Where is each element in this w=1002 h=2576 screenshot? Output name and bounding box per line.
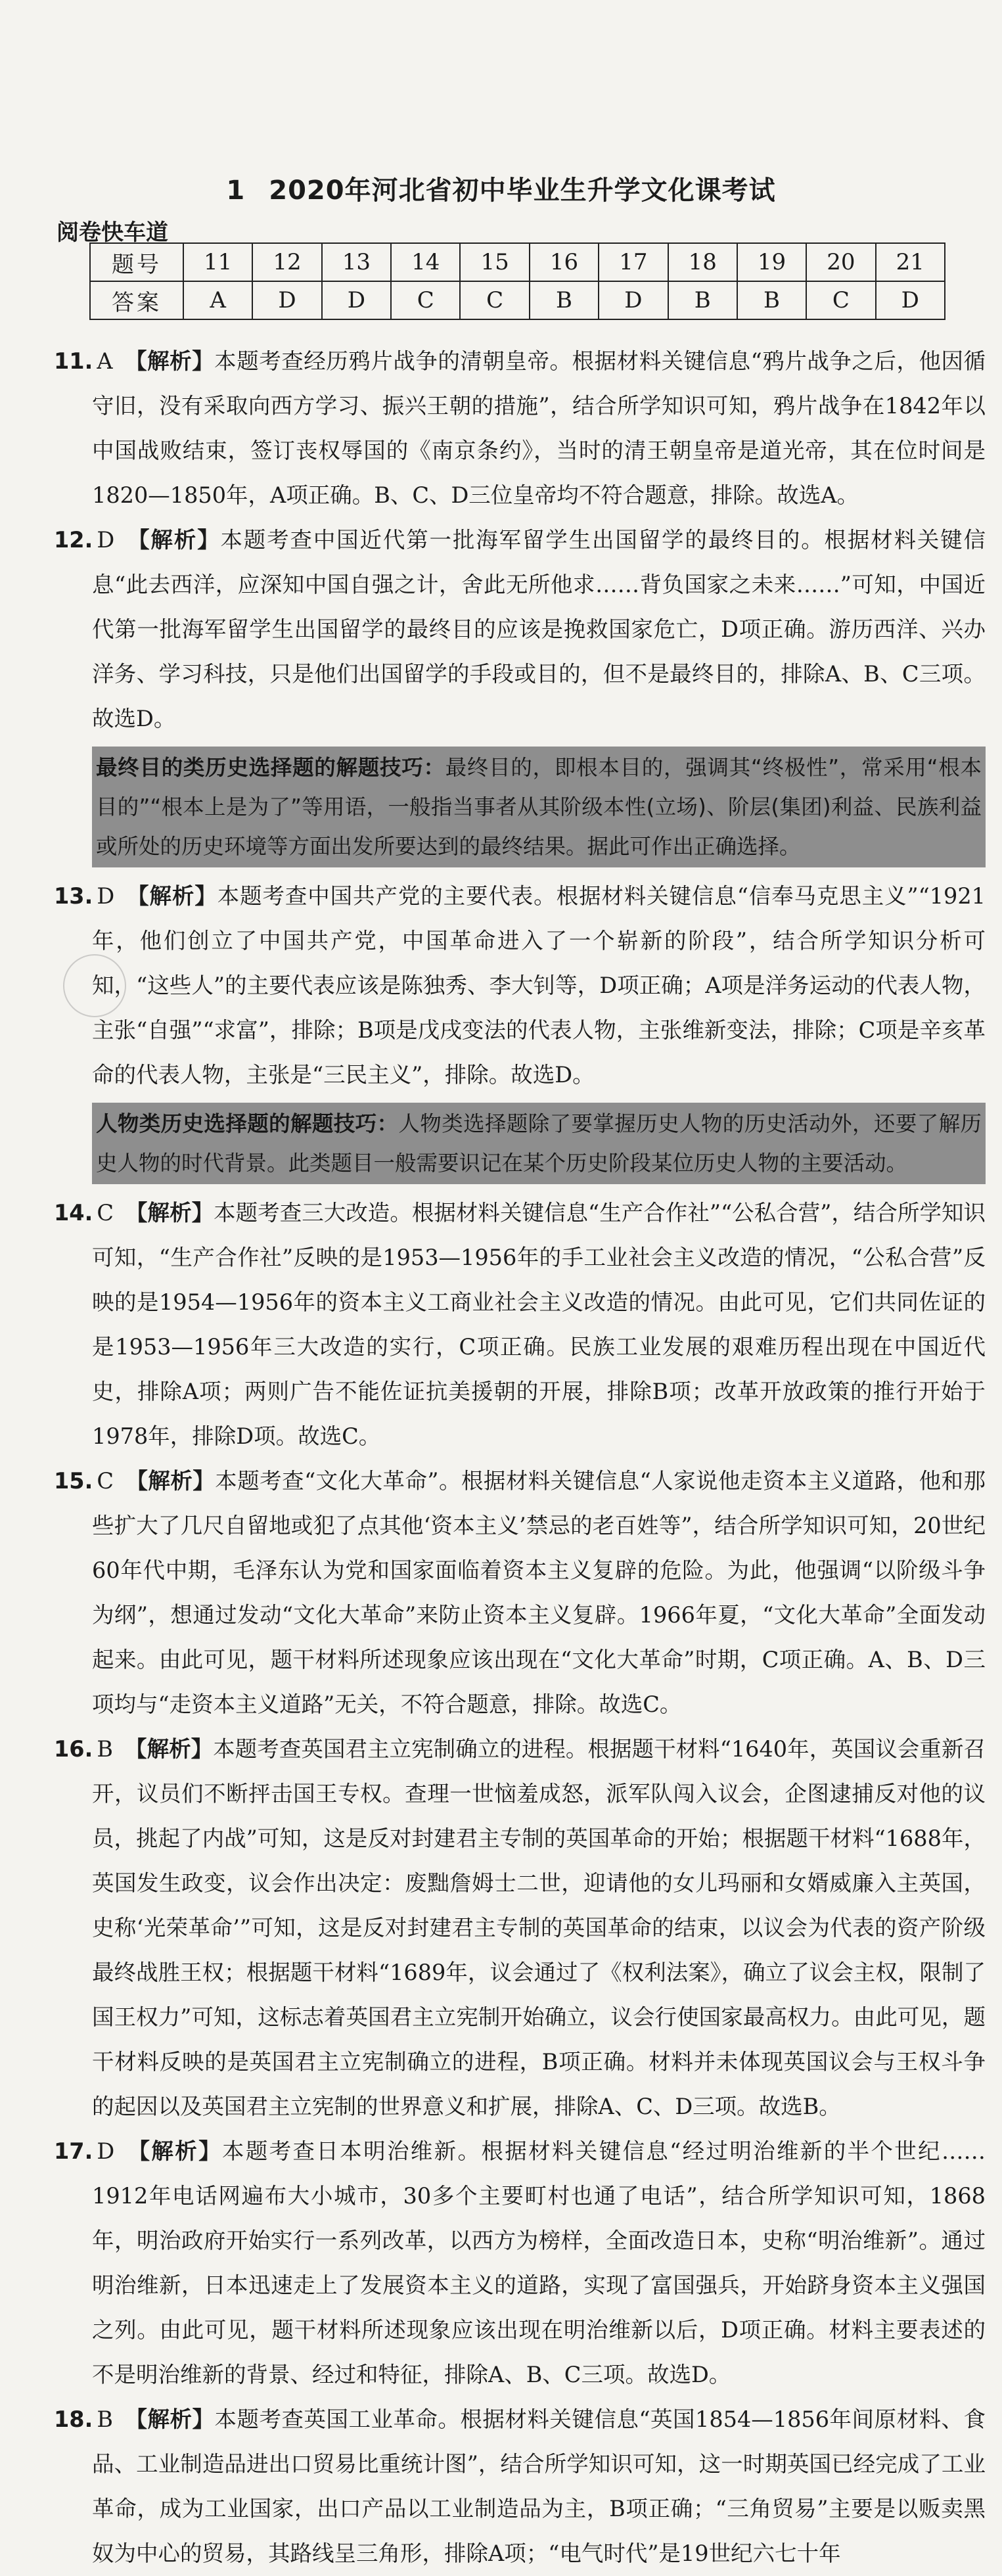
answer-cell: C <box>806 281 875 319</box>
title-number: 1 <box>226 175 246 206</box>
answer-cell: C <box>391 281 460 319</box>
question-number: 15. <box>54 1468 93 1494</box>
explanation-text: 本题考查英国工业革命。根据材料关键信息“英国1854—1856年间原材料、食品、工业制造品进出口贸易比重统计图”，结合所学知识可知，这一时期英国已经完成了工业革命，成为工业国家，出口产品以工业制造品为主，B项正确；“三角贸易”主要是以贩卖黑奴为中心的贸易，其路线呈三角形，排除A项；“电气时代”是19世纪六七十年 <box>92 2406 986 2566</box>
question-number: 17. <box>54 2138 93 2164</box>
answer-cell: D <box>876 281 945 319</box>
answer-letter: B <box>97 1736 113 1762</box>
answer-cell: D <box>252 281 321 319</box>
analysis-tag: 【解析】 <box>124 2406 215 2432</box>
explanation-14 <box>54 1191 986 1459</box>
question-number-cell: 19 <box>737 243 806 281</box>
question-number: 18. <box>54 2406 93 2432</box>
answer-letter: A <box>97 348 113 374</box>
tip-box-historical-figures <box>92 1103 986 1184</box>
answer-cell: B <box>737 281 806 319</box>
explanation-16 <box>54 1727 986 2129</box>
question-number-cell: 11 <box>183 243 252 281</box>
answer-cell: B <box>530 281 599 319</box>
explanation-11 <box>54 339 986 518</box>
page-title <box>0 170 1002 207</box>
explanations <box>54 339 986 2576</box>
row-label-question: 题号 <box>90 243 183 281</box>
question-number-cell: 14 <box>391 243 460 281</box>
answer-cell: D <box>599 281 668 319</box>
answer-table <box>89 242 945 320</box>
answer-row <box>90 281 945 319</box>
question-number-cell: 16 <box>530 243 599 281</box>
explanation-text: 本题考查中国共产党的主要代表。根据材料关键信息“信奉马克思主义”“1921年，他们创立了中国共产党，中国革命进入了一个崭新的阶段”，结合所学知识分析可知，“这些人”的主要代表应该是陈独秀、李大钊等，D项正确；A项是洋务运动的代表人物，主张“自强”“求富”，排除；B项是戊戌变法的代表人物，主张维新变法，排除；C项是辛亥革命的代表人物，主张是“三民主义”，排除。故选D。 <box>92 883 986 1088</box>
answer-letter: B <box>97 2406 113 2432</box>
explanation-13 <box>54 874 986 1097</box>
analysis-tag: 【解析】 <box>125 1468 216 1494</box>
question-number-cell: 12 <box>252 243 321 281</box>
answer-letter: D <box>97 527 115 553</box>
title-text: 2020年河北省初中毕业生升学文化课考试 <box>269 175 776 206</box>
explanation-15 <box>54 1459 986 1727</box>
answer-letter: D <box>97 2138 115 2164</box>
analysis-tag: 【解析】 <box>124 348 215 374</box>
question-number-cell: 17 <box>599 243 668 281</box>
question-number: 12. <box>54 527 93 553</box>
section-label: 阅卷快车道 <box>57 219 168 246</box>
question-number-cell: 15 <box>460 243 529 281</box>
explanation-text: 本题考查中国近代第一批海军留学生出国留学的最终目的。根据材料关键信息“此去西洋，应深知中国自强之计，舍此无所他求……背负国家之未来……”可知，中国近代第一批海军留学生出国留学的最终目的应该是挽救国家危亡，D项正确。游历西洋、兴办洋务、学习科技，只是他们出国留学的手段或目的，但不是最终目的，排除A、B、C三项。故选D。 <box>92 527 986 731</box>
answer-cell: A <box>183 281 252 319</box>
explanation-18 <box>54 2397 986 2576</box>
analysis-tag: 【解析】 <box>124 1736 214 1762</box>
explanation-12 <box>54 518 986 741</box>
question-number-cell: 20 <box>806 243 875 281</box>
answer-cell: B <box>668 281 737 319</box>
tip-box-ultimate-purpose <box>92 747 986 867</box>
question-number: 11. <box>54 348 93 374</box>
answer-cell: D <box>322 281 391 319</box>
tip-title: 最终目的类历史选择题的解题技巧： <box>96 755 445 780</box>
tip-text: 最终目的，即根本目的，强调其“终极性”，常采用“根本目的”“根本上是为了”等用语，一般指当事者从其阶级本性(立场)、阶层(集团)利益、民族利益或所处的历史环境等方面出发所要达到的最终结果。据此可作出正确选择。 <box>96 755 982 859</box>
analysis-tag: 【解析】 <box>126 883 217 909</box>
explanation-text: 本题考查日本明治维新。根据材料关键信息“经过明治维新的半个世纪……1912年电话网遍布大小城市，30多个主要町村也通了电话”，结合所学知识可知，1868年，明治政府开始实行一系列改革，以西方为榜样，全面改造日本，史称“明治维新”。通过明治维新，日本迅速走上了发展资本主义的道路，实现了富国强兵，开始跻身资本主义强国之列。由此可见，题干材料所述现象应该出现在明治维新以后，D项正确。材料主要表述的不是明治维新的背景、经过和特征，排除A、B、C三项。故选D。 <box>92 2138 986 2387</box>
question-number-row <box>90 243 945 281</box>
analysis-tag: 【解析】 <box>125 1200 214 1226</box>
analysis-tag: 【解析】 <box>126 527 221 553</box>
question-number-cell: 18 <box>668 243 737 281</box>
question-number: 16. <box>54 1736 93 1762</box>
watermark-stamp <box>63 954 126 1017</box>
question-number-cell: 13 <box>322 243 391 281</box>
row-label-answer: 答案 <box>90 281 183 319</box>
explanation-text: 本题考查英国君主立宪制确立的进程。根据题干材料“1640年，英国议会重新召开，议员们不断抨击国王专权。查理一世恼羞成怒，派军队闯入议会，企图逮捕反对他的议员，挑起了内战”可知，这是反对封建君主专制的英国革命的开始；根据题干材料“1688年，英国发生政变，议会作出决定：废黜詹姆士二世，迎请他的女儿玛丽和女婿威廉入主英国，史称‘光荣革命’”可知，这是反对封建君主专制的英国革命的结束，以议会为代表的资产阶级最终战胜王权；根据题干材料“1689年，议会通过了《权利法案》，确立了议会主权，限制了国王权力”可知，这标志着英国君主立宪制开始确立，议会行使国家最高权力。由此可见，题干材料反映的是英国君主立宪制确立的进程，B项正确。材料并未体现英国议会与王权斗争的起因以及英国君主立宪制的世界意义和扩展，排除A、C、D三项。故选B。 <box>92 1736 986 2119</box>
tip-title: 人物类历史选择题的解题技巧： <box>96 1111 399 1136</box>
answer-letter: C <box>97 1468 114 1494</box>
analysis-tag: 【解析】 <box>126 2138 222 2164</box>
question-number-cell: 21 <box>876 243 945 281</box>
question-number: 14. <box>54 1200 93 1226</box>
explanation-text: 本题考查三大改造。根据材料关键信息“生产合作社”“公私合营”，结合所学知识可知，“生产合作社”反映的是1953—1956年的手工业社会主义改造的情况，“公私合营”反映的是1954—1956年的资本主义工商业社会主义改造的情况。由此可见，它们共同佐证的是1953—1956年三大改造的实行，C项正确。民族工业发展的艰难历程出现在中国近代史，排除A项；两则广告不能佐证抗美援朝的开展，排除B项；改革开放政策的推行开始于1978年，排除D项。故选C。 <box>92 1200 986 1449</box>
tip-text: 人物类选择题除了要掌握历史人物的历史活动外，还要了解历史人物的时代背景。此类题目一般需要识记在某个历史阶段某位历史人物的主要活动。 <box>96 1111 982 1176</box>
answer-letter: D <box>97 883 115 909</box>
answer-cell: C <box>460 281 529 319</box>
explanation-text: 本题考查“文化大革命”。根据材料关键信息“人家说他走资本主义道路，他和那些扩大了几尺自留地或犯了点其他‘资本主义’禁忌的老百姓等”，结合所学知识可知，20世纪60年代中期，毛泽东认为党和国家面临着资本主义复辟的危险。为此，他强调“以阶级斗争为纲”，想通过发动“文化大革命”来防止资本主义复辟。1966年夏，“文化大革命”全面发动起来。由此可见，题干材料所述现象应该出现在“文化大革命”时期，C项正确。A、B、D三项均与“走资本主义道路”无关，不符合题意，排除。故选C。 <box>92 1468 986 1717</box>
answer-letter: C <box>97 1200 114 1226</box>
explanation-17 <box>54 2129 986 2397</box>
explanation-text: 本题考查经历鸦片战争的清朝皇帝。根据材料关键信息“鸦片战争之后，他因循守旧，没有采取向西方学习、振兴王朝的措施”，结合所学知识可知，鸦片战争在1842年以中国战败结束，签订丧权辱国的《南京条约》，当时的清王朝皇帝是道光帝，其在位时间是1820—1850年，A项正确。B、C、D三位皇帝均不符合题意，排除。故选A。 <box>92 348 986 508</box>
question-number: 13. <box>54 883 93 909</box>
